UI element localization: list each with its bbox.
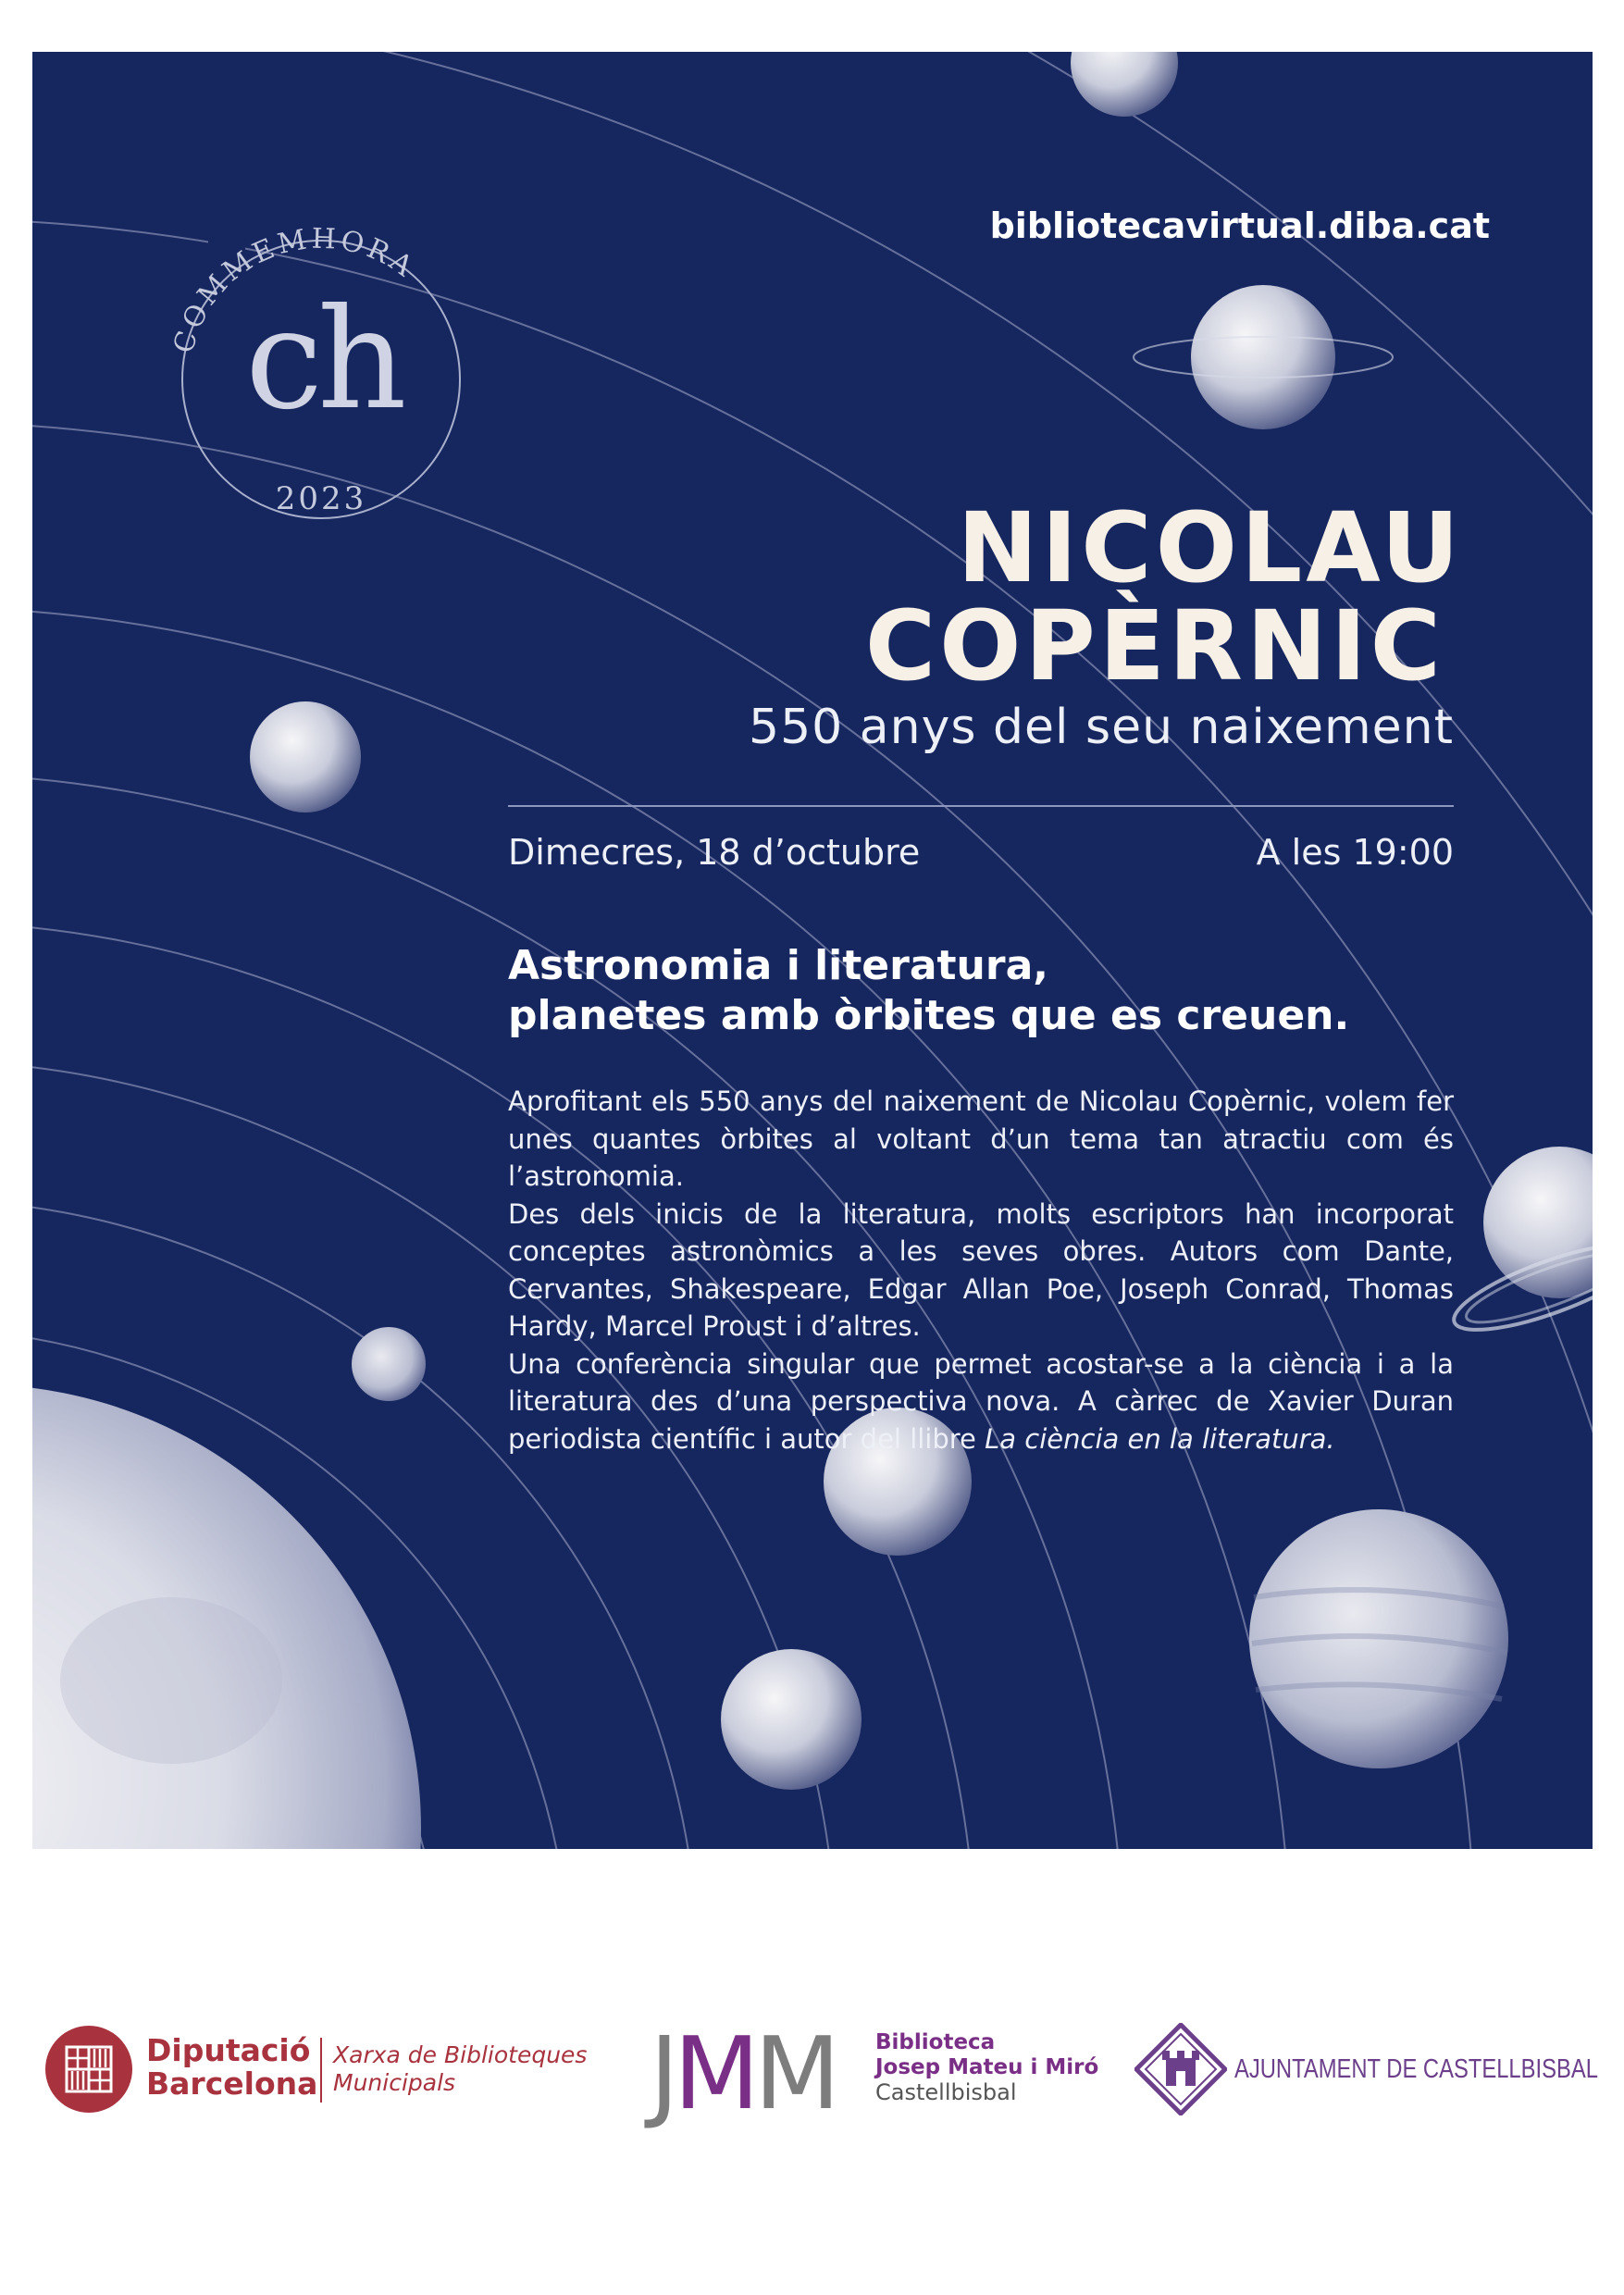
jmm-library-name <box>875 2030 1098 2105</box>
diputacio-separator <box>320 2038 322 2103</box>
event-time: A les 19:00 <box>1256 832 1454 873</box>
xarxa-biblioteques <box>333 2041 587 2097</box>
poster <box>32 52 1593 1849</box>
jmm-line-3: Castellbisbal <box>875 2079 1017 2105</box>
title-line-1: NICOLAU <box>957 491 1463 604</box>
castellbisbal-shield-icon <box>1134 2023 1227 2115</box>
jmm-letter-j: J <box>650 2016 674 2132</box>
title-line-2: COPÈRNIC <box>864 589 1444 702</box>
planet-left <box>250 701 361 813</box>
diputacio-line-2: Barcelona <box>146 2066 318 2102</box>
ringed-planet-upper <box>1134 285 1393 429</box>
planet-small <box>352 1327 426 1401</box>
ajuntament-name: AJUNTAMENT DE CASTELLBISBAL <box>1234 2054 1598 2084</box>
logo-ring-text: COMMEMHORA <box>167 222 422 357</box>
heading-line-2: planetes amb òrbites que es creuen. <box>508 992 1350 1039</box>
planet-bottom <box>721 1649 862 1790</box>
heading-line-1: Astronomia i literatura, <box>508 942 1048 989</box>
subtitle: 550 anys del seu naixement <box>749 700 1454 755</box>
divider <box>508 805 1454 807</box>
planet-top <box>1071 52 1178 117</box>
jmm-letter-m1: M <box>673 2016 755 2132</box>
diputacio-line-1: Diputació <box>146 2032 311 2068</box>
jmm-line-1: Biblioteca <box>875 2030 996 2054</box>
sponsor-footer <box>0 1990 1624 2156</box>
jmm-logo <box>650 2016 836 2132</box>
description <box>508 1083 1454 1458</box>
description-paragraph-1: Aprofitant els 550 anys del naixement de Nicolau Copèrnic, volem fer unes quantes òrbites al voltant d’un tema tan atractiu com és l’astronomia. <box>508 1085 1454 1192</box>
event-date: Dimecres, 18 d’octubre <box>508 832 921 873</box>
ringed-planet-right <box>1445 1147 1593 1346</box>
jmm-letter-m2: M <box>754 2016 836 2132</box>
website-url[interactable]: bibliotecavirtual.diba.cat <box>989 205 1490 246</box>
logo-year: 2023 <box>275 480 367 517</box>
book-title: La ciència en la literatura. <box>985 1422 1335 1455</box>
xarxa-line-2: Municipals <box>333 2069 456 2096</box>
description-paragraph-3-text: Una conferència singular que permet acostar-se a la ciència i a la literatura des d’una perspectiva nova. A càrrec de Xavier Duran periodista científic i autor del llibre <box>508 1347 1454 1455</box>
description-paragraph-2: Des dels inicis de la literatura, molts escriptors han incorporat conceptes astronòmics a les seves obres. Autors com Dante, Cervantes, Shakespeare, Edgar Allan Poe, Joseph Conrad, Thomas Hardy, Marcel Proust i d’altres. <box>508 1197 1454 1342</box>
diputacio-seal-icon <box>44 2025 133 2114</box>
description-paragraph-3 <box>508 1346 1454 1458</box>
diputacio-name <box>146 2034 317 2101</box>
xarxa-line-1: Xarxa de Biblioteques <box>333 2041 588 2068</box>
logo-monogram: ch <box>245 279 402 440</box>
jmm-line-2: Josep Mateu i Miró <box>875 2055 1099 2079</box>
